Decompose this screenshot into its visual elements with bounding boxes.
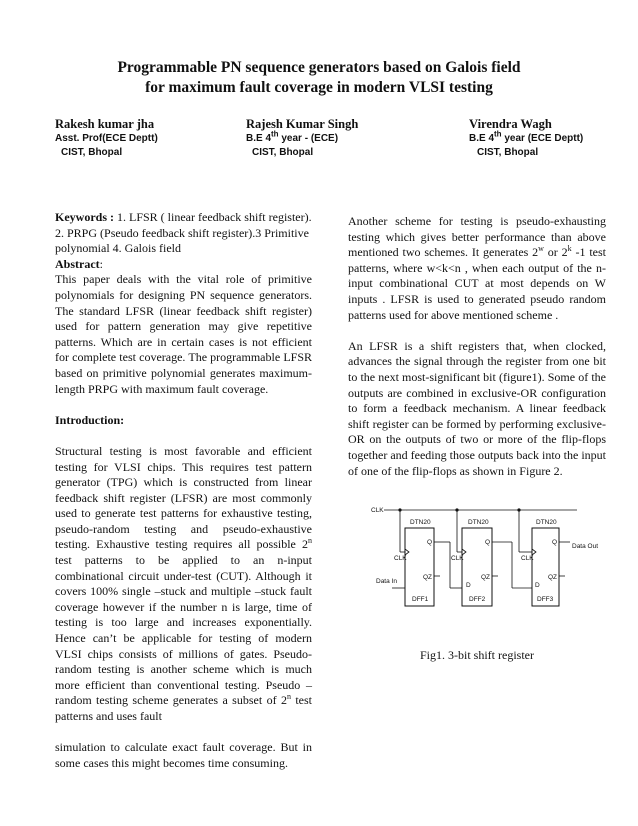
paper-title [0, 58, 638, 98]
author-2 [246, 116, 358, 160]
ff3-label: DFF3 [537, 596, 554, 603]
shift-register-figure [362, 500, 602, 610]
ff3-q-pin: Q [552, 539, 558, 546]
clk-label: CLK [371, 507, 384, 514]
ff3-clk-pin: CLK [521, 555, 534, 562]
author-institute: CIST, Bhopal [477, 147, 539, 158]
left-column [55, 210, 312, 771]
ff2-clk-pin: CLK [451, 555, 464, 562]
introduction-paragraph-2: simulation to calculate exact fault coverage. But in some cases this might becomes time consuming. [55, 740, 312, 770]
ff1-type-label: DTN20 [410, 519, 431, 526]
author-affiliation: B.E 4th year - (ECE) [246, 129, 339, 144]
title-line-1: Programmable PN sequence generators based on Galois field [117, 59, 521, 76]
ff1-q-pin: Q [427, 539, 433, 546]
right-column [348, 214, 606, 479]
author-name: Virendra Wagh [469, 117, 552, 131]
author-1 [55, 116, 158, 160]
abstract-heading: Abstract: [55, 256, 103, 271]
ff2-q-pin: Q [485, 539, 491, 546]
ff1-clk-pin: CLK [394, 555, 407, 562]
author-3 [469, 116, 583, 160]
ff2-type-label: DTN20 [468, 519, 489, 526]
ff2-d-pin: D [466, 582, 471, 589]
right-paragraph-1: Another scheme for testing is pseudo-exhausting testing which gives better performance than above mentioned two schemes. It generates 2$^w$ or 2$^k$ -1 test patterns, where w<k<n , when each output of the n-input combinational CUT at most depends on W inputs . LFSR is used to generated pseudo random patterns used for above mentioned scheme . [348, 214, 606, 322]
ff2-qz-pin: QZ [481, 574, 491, 581]
ff2-label: DFF2 [469, 596, 486, 603]
data-out-label: Data Out [572, 543, 599, 550]
right-paragraph-2: An LFSR is a shift registers that, when clocked, advances the signal through the register from one bit to the next most-significant bit (figure1). Some of the outputs are combined in exclusive-OR configuration to form a feedback mechanism. A linear feedback shift register can be formed by performing exclusive-OR on the outputs of two or more of the flip-flops together and feeding those outputs back into the input of one of the flip-flops as shown in Figure 2. [348, 338, 606, 478]
keywords: Keywords : 1. LFSR ( linear feedback shift register). 2. PRPG (Pseudo feedback shift register).3 Primitive polynomial 4. Galois field [55, 210, 312, 256]
ff3-qz-pin: QZ [548, 574, 558, 581]
author-affiliation: B.E 4th year (ECE Deptt) [469, 129, 584, 144]
author-name: Rakesh kumar jha [55, 117, 155, 131]
data-in-label: Data In [376, 578, 397, 585]
introduction-heading: Introduction: [55, 412, 125, 427]
figure-caption: Fig1. 3-bit shift register [420, 648, 534, 662]
author-name: Rajesh Kumar Singh [246, 117, 359, 131]
title-line-2: for maximum fault coverage in modern VLSI testing [145, 79, 493, 96]
author-affiliation: Asst. Prof(ECE Deptt) [55, 133, 158, 144]
author-institute: CIST, Bhopal [61, 147, 123, 158]
ff3-type-label: DTN20 [536, 519, 557, 526]
abstract-text: This paper deals with the vital role of primitive polynomials for designing PN sequence generators. The standard LFSR (linear feedback shift register) used for pattern generation may give repetitive patterns. Which are in certain cases is not efficient for complete test coverage. The programmable LFSR based on primitive polynomial generates maximum-length PRPG with maximum fault coverage. [55, 272, 312, 396]
author-institute: CIST, Bhopal [252, 147, 314, 158]
ff3-d-pin: D [535, 582, 540, 589]
ff1-qz-pin: QZ [423, 574, 433, 581]
introduction-paragraph-1: Structural testing is most favorable and efficient testing for VLSI chips. This requires test pattern generator (TPG) which is constructed from linear feedback shift register (LFSR) are most commonly used to generate test patterns for exhaustive testing, pseudo-random testing and pseudo-exhaustive testing. Exhaustive testing requires all possible 2$^n$ test patterns to be applied to an n-input combinational circuit under-test (CUT). Although it covers 100% single –stuck and multiple –stuck fault coverage however if the number n is large, time of testing is too large and increases exponentially. Hence can’t be applicable for testing of modern VLSI chips consists of millions of gates. Pseudo-random testing is another scheme which is much more efficient than conventional testing. Pseudo –random testing scheme generates a subset of 2$^n$ test patterns and uses fault [55, 443, 312, 723]
ff1-label: DFF1 [412, 596, 429, 603]
